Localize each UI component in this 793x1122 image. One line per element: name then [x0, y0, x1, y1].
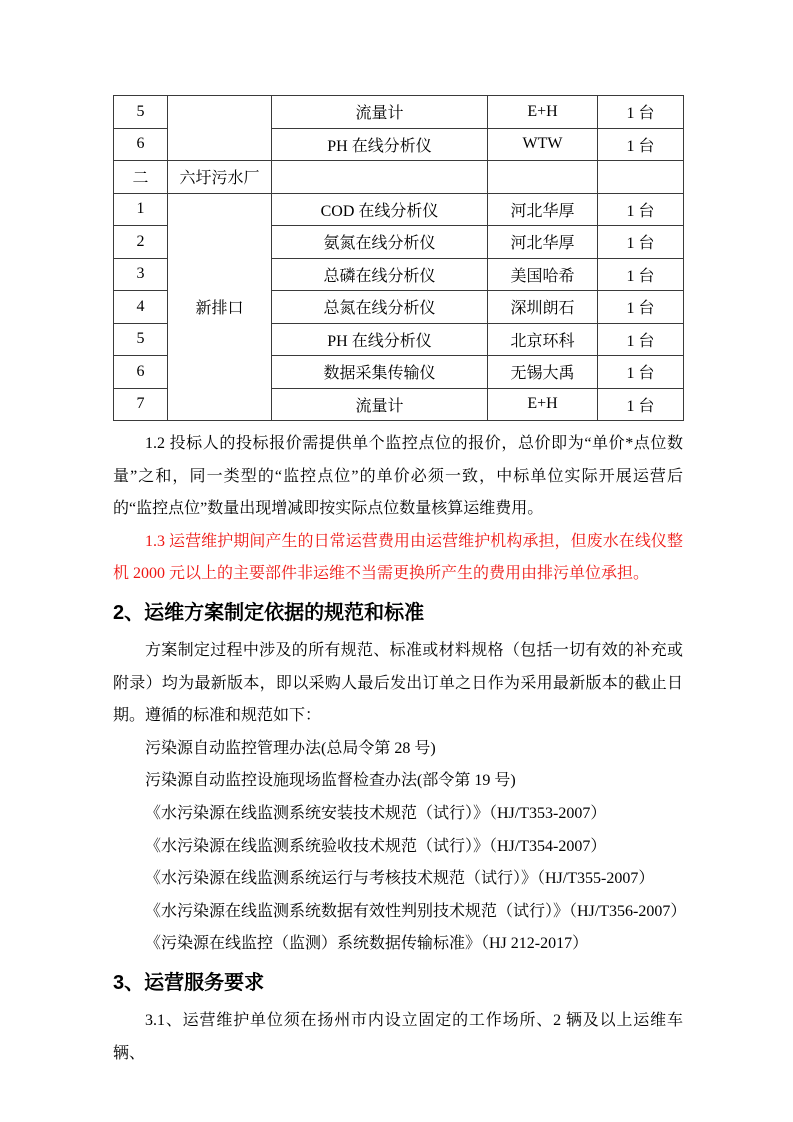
- table-cell-site: 新排口: [168, 193, 272, 421]
- table-cell-site: [168, 96, 272, 161]
- standard-item-7: 《污染源在线监控（监测）系统数据传输标准》（HJ 212-2017）: [145, 935, 589, 953]
- table-cell-num: 3: [114, 258, 168, 291]
- standard-item-3: 《水污染源在线监测系统安装技术规范（试行）》（HJ/T353-2007）: [145, 804, 607, 822]
- table-cell-brand: 河北华厚: [488, 226, 598, 259]
- table-cell-qty: 1 台: [598, 258, 684, 291]
- table-cell-brand: E+H: [488, 96, 598, 129]
- table-cell-qty: [598, 161, 684, 194]
- paragraph-1-2: 1.2 投标人的投标报价需提供单个监控点位的报价，总价即为“单价*点位数量”之和，同一类型的“监控点位”的单价必须一致，中标单位实际开展运营后的“监控点位”数量出现增减即按实际点位数量核算运维费用。: [113, 435, 683, 518]
- standard-item-2: 污染源自动监控设施现场监督检查办法(部令第 19 号): [145, 772, 516, 790]
- table-cell-brand: 深圳朗石: [488, 291, 598, 324]
- table-cell-num: 7: [114, 388, 168, 421]
- table-cell-equipment: 流量计: [272, 96, 488, 129]
- table-cell-num: 5: [114, 96, 168, 129]
- paragraph-3-1: 3.1、运营维护单位须在扬州市内设立固定的工作场所、2 辆及以上运维车辆、: [113, 1011, 683, 1062]
- table-cell-qty: 1 台: [598, 388, 684, 421]
- table-cell-qty: 1 台: [598, 226, 684, 259]
- table-cell-equipment: 数据采集传输仪: [272, 356, 488, 389]
- table-cell-brand: [488, 161, 598, 194]
- standard-item-1: 污染源自动监控管理办法(总局令第 28 号): [145, 739, 436, 757]
- table-cell-qty: 1 台: [598, 193, 684, 226]
- table-cell-num: 1: [114, 193, 168, 226]
- table-cell-qty: 1 台: [598, 96, 684, 129]
- document-content: [113, 95, 687, 1070]
- table-cell-num: 2: [114, 226, 168, 259]
- table-cell-num: 6: [114, 356, 168, 389]
- table-cell-brand: 北京环科: [488, 323, 598, 356]
- standard-item-5: 《水污染源在线监测系统运行与考核技术规范（试行）》（HJ/T355-2007）: [145, 870, 655, 888]
- table-cell-site: 六圩污水厂: [168, 161, 272, 194]
- table-cell-equipment: 流量计: [272, 388, 488, 421]
- table-cell-brand: E+H: [488, 388, 598, 421]
- table-cell-brand: 河北华厚: [488, 193, 598, 226]
- table-cell-qty: 1 台: [598, 323, 684, 356]
- paragraph-2-intro: 方案制定过程中涉及的所有规范、标准或材料规格（包括一切有效的补充或附录）均为最新版本，即以采购人最后发出订单之日作为采用最新版本的截止日期。遵循的标准和规范如下：: [113, 641, 683, 725]
- table-cell-brand: 无锡大禹: [488, 356, 598, 389]
- paragraph-1-3-red: 1.3 运营维护期间产生的日常运营费用由运营维护机构承担，但废水在线仪整机 2000 元以上的主要部件非运维不当需更换所产生的费用由排污单位承担。: [113, 532, 683, 583]
- table-cell-num: 5: [114, 323, 168, 356]
- table-cell-brand: 美国哈希: [488, 258, 598, 291]
- table-cell-num: 4: [114, 291, 168, 324]
- table-cell-num: 二: [114, 161, 168, 194]
- table-cell-qty: 1 台: [598, 291, 684, 324]
- table-cell-equipment: PH 在线分析仪: [272, 323, 488, 356]
- equipment-table: [113, 95, 684, 421]
- heading-section-2: 2、运维方案制定依据的规范和标准: [113, 601, 425, 624]
- heading-section-3: 3、运营服务要求: [113, 971, 265, 994]
- standard-item-6: 《水污染源在线监测系统数据有效性判别技术规范（试行）》（HJ/T356-2007）: [145, 902, 687, 920]
- table-row-section: [114, 161, 684, 194]
- table-cell-equipment: 氨氮在线分析仪: [272, 226, 488, 259]
- table-cell-qty: 1 台: [598, 128, 684, 161]
- table-cell-num: 6: [114, 128, 168, 161]
- table-cell-qty: 1 台: [598, 356, 684, 389]
- table-cell-brand: WTW: [488, 128, 598, 161]
- table-cell-equipment: 总氮在线分析仪: [272, 291, 488, 324]
- table-cell-equipment: COD 在线分析仪: [272, 193, 488, 226]
- table-row: [114, 96, 684, 129]
- table-row: [114, 193, 684, 226]
- table-cell-equipment: [272, 161, 488, 194]
- standard-item-4: 《水污染源在线监测系统验收技术规范（试行）》（HJ/T354-2007）: [145, 837, 607, 855]
- table-cell-equipment: PH 在线分析仪: [272, 128, 488, 161]
- table-cell-equipment: 总磷在线分析仪: [272, 258, 488, 291]
